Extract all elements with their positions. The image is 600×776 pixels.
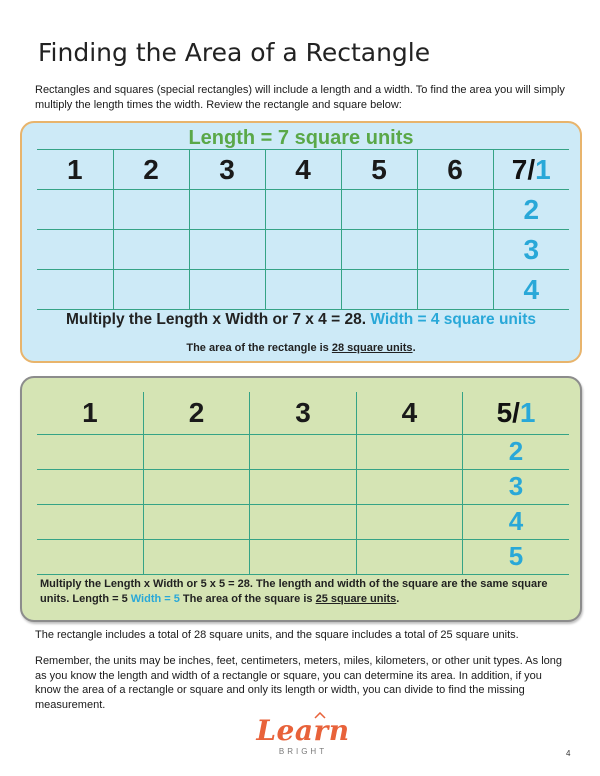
length-number: 2 bbox=[113, 150, 189, 190]
page-title: Finding the Area of a Rectangle bbox=[38, 38, 431, 67]
width-number: 5 bbox=[463, 539, 569, 574]
length-number: 4 bbox=[356, 392, 462, 434]
rectangle-area-value: 28 square units bbox=[331, 342, 413, 354]
length-number: 3 bbox=[250, 392, 356, 434]
width-number: 2 bbox=[493, 190, 569, 230]
corner-width: 1 bbox=[519, 396, 536, 428]
grid-row bbox=[37, 190, 569, 230]
rectangle-length-heading: Length = 7 square units bbox=[188, 127, 414, 149]
logo-accent-icon bbox=[314, 712, 326, 720]
grid-header-row bbox=[37, 150, 569, 190]
square-area-value: 25 square units bbox=[315, 593, 397, 605]
page-number: 4 bbox=[566, 749, 571, 758]
corner-cell bbox=[493, 150, 569, 190]
length-number: 2 bbox=[143, 392, 249, 434]
corner-cell bbox=[463, 392, 569, 434]
width-label: Width = 4 square units bbox=[366, 311, 536, 328]
formula-text: Multiply the Length x Width or 7 x 4 = 28. bbox=[66, 311, 367, 328]
width-number: 4 bbox=[493, 270, 569, 310]
corner-width: 1 bbox=[535, 153, 551, 185]
square-panel bbox=[20, 376, 582, 622]
length-number: 6 bbox=[417, 150, 493, 190]
learn-bright-logo bbox=[248, 716, 358, 766]
width-number: 4 bbox=[463, 504, 569, 539]
length-number: 1 bbox=[37, 150, 113, 190]
width-label: Width = 5 bbox=[130, 593, 180, 605]
corner-length: 5/ bbox=[496, 396, 520, 428]
grid-header-row bbox=[37, 392, 569, 434]
width-number: 3 bbox=[493, 230, 569, 270]
width-number: 3 bbox=[463, 469, 569, 504]
square-explanation: Multiply the Length x Width or 5 x 5 = 28. The length and width of the square are the same square units. Length = 5 Width = 5 The area of the square is 25 square units. bbox=[40, 578, 548, 605]
grid-row bbox=[37, 504, 569, 539]
summary-paragraph: The rectangle includes a total of 28 square units, and the square includes a total of 25 square units. bbox=[35, 629, 519, 641]
grid-row bbox=[37, 434, 569, 469]
grid-row bbox=[37, 469, 569, 504]
grid-row bbox=[37, 539, 569, 574]
remember-paragraph: Remember, the units may be inches, feet, centimeters, meters, miles, kilometers, or other unit types. As long as you know the length and width of a rectangle or square, you can determine its area. In addition, if you know the area of a rectangle or square and only its length or width, you can divide to find the missing measurement. bbox=[35, 655, 563, 711]
corner-length: 7/ bbox=[511, 153, 536, 185]
length-number: 5 bbox=[341, 150, 417, 190]
intro-paragraph: Rectangles and squares (special rectangles) will include a length and a width. To find the area you will simply multiply the length times the width. Review the rectangle and square below: bbox=[35, 84, 565, 111]
rectangle-panel bbox=[20, 121, 582, 363]
rectangle-formula bbox=[22, 311, 580, 329]
width-number: 2 bbox=[463, 434, 569, 469]
grid-row bbox=[37, 230, 569, 270]
length-number: 1 bbox=[37, 392, 143, 434]
logo-word: Learn bbox=[256, 714, 350, 747]
rectangle-grid bbox=[37, 149, 569, 310]
grid-row bbox=[37, 270, 569, 310]
length-number: 4 bbox=[265, 150, 341, 190]
length-number: 3 bbox=[189, 150, 265, 190]
square-grid bbox=[37, 392, 569, 575]
logo-subtitle: BRIGHT bbox=[278, 747, 328, 756]
rectangle-area-statement: The area of the rectangle is 28 square units. bbox=[186, 342, 416, 354]
